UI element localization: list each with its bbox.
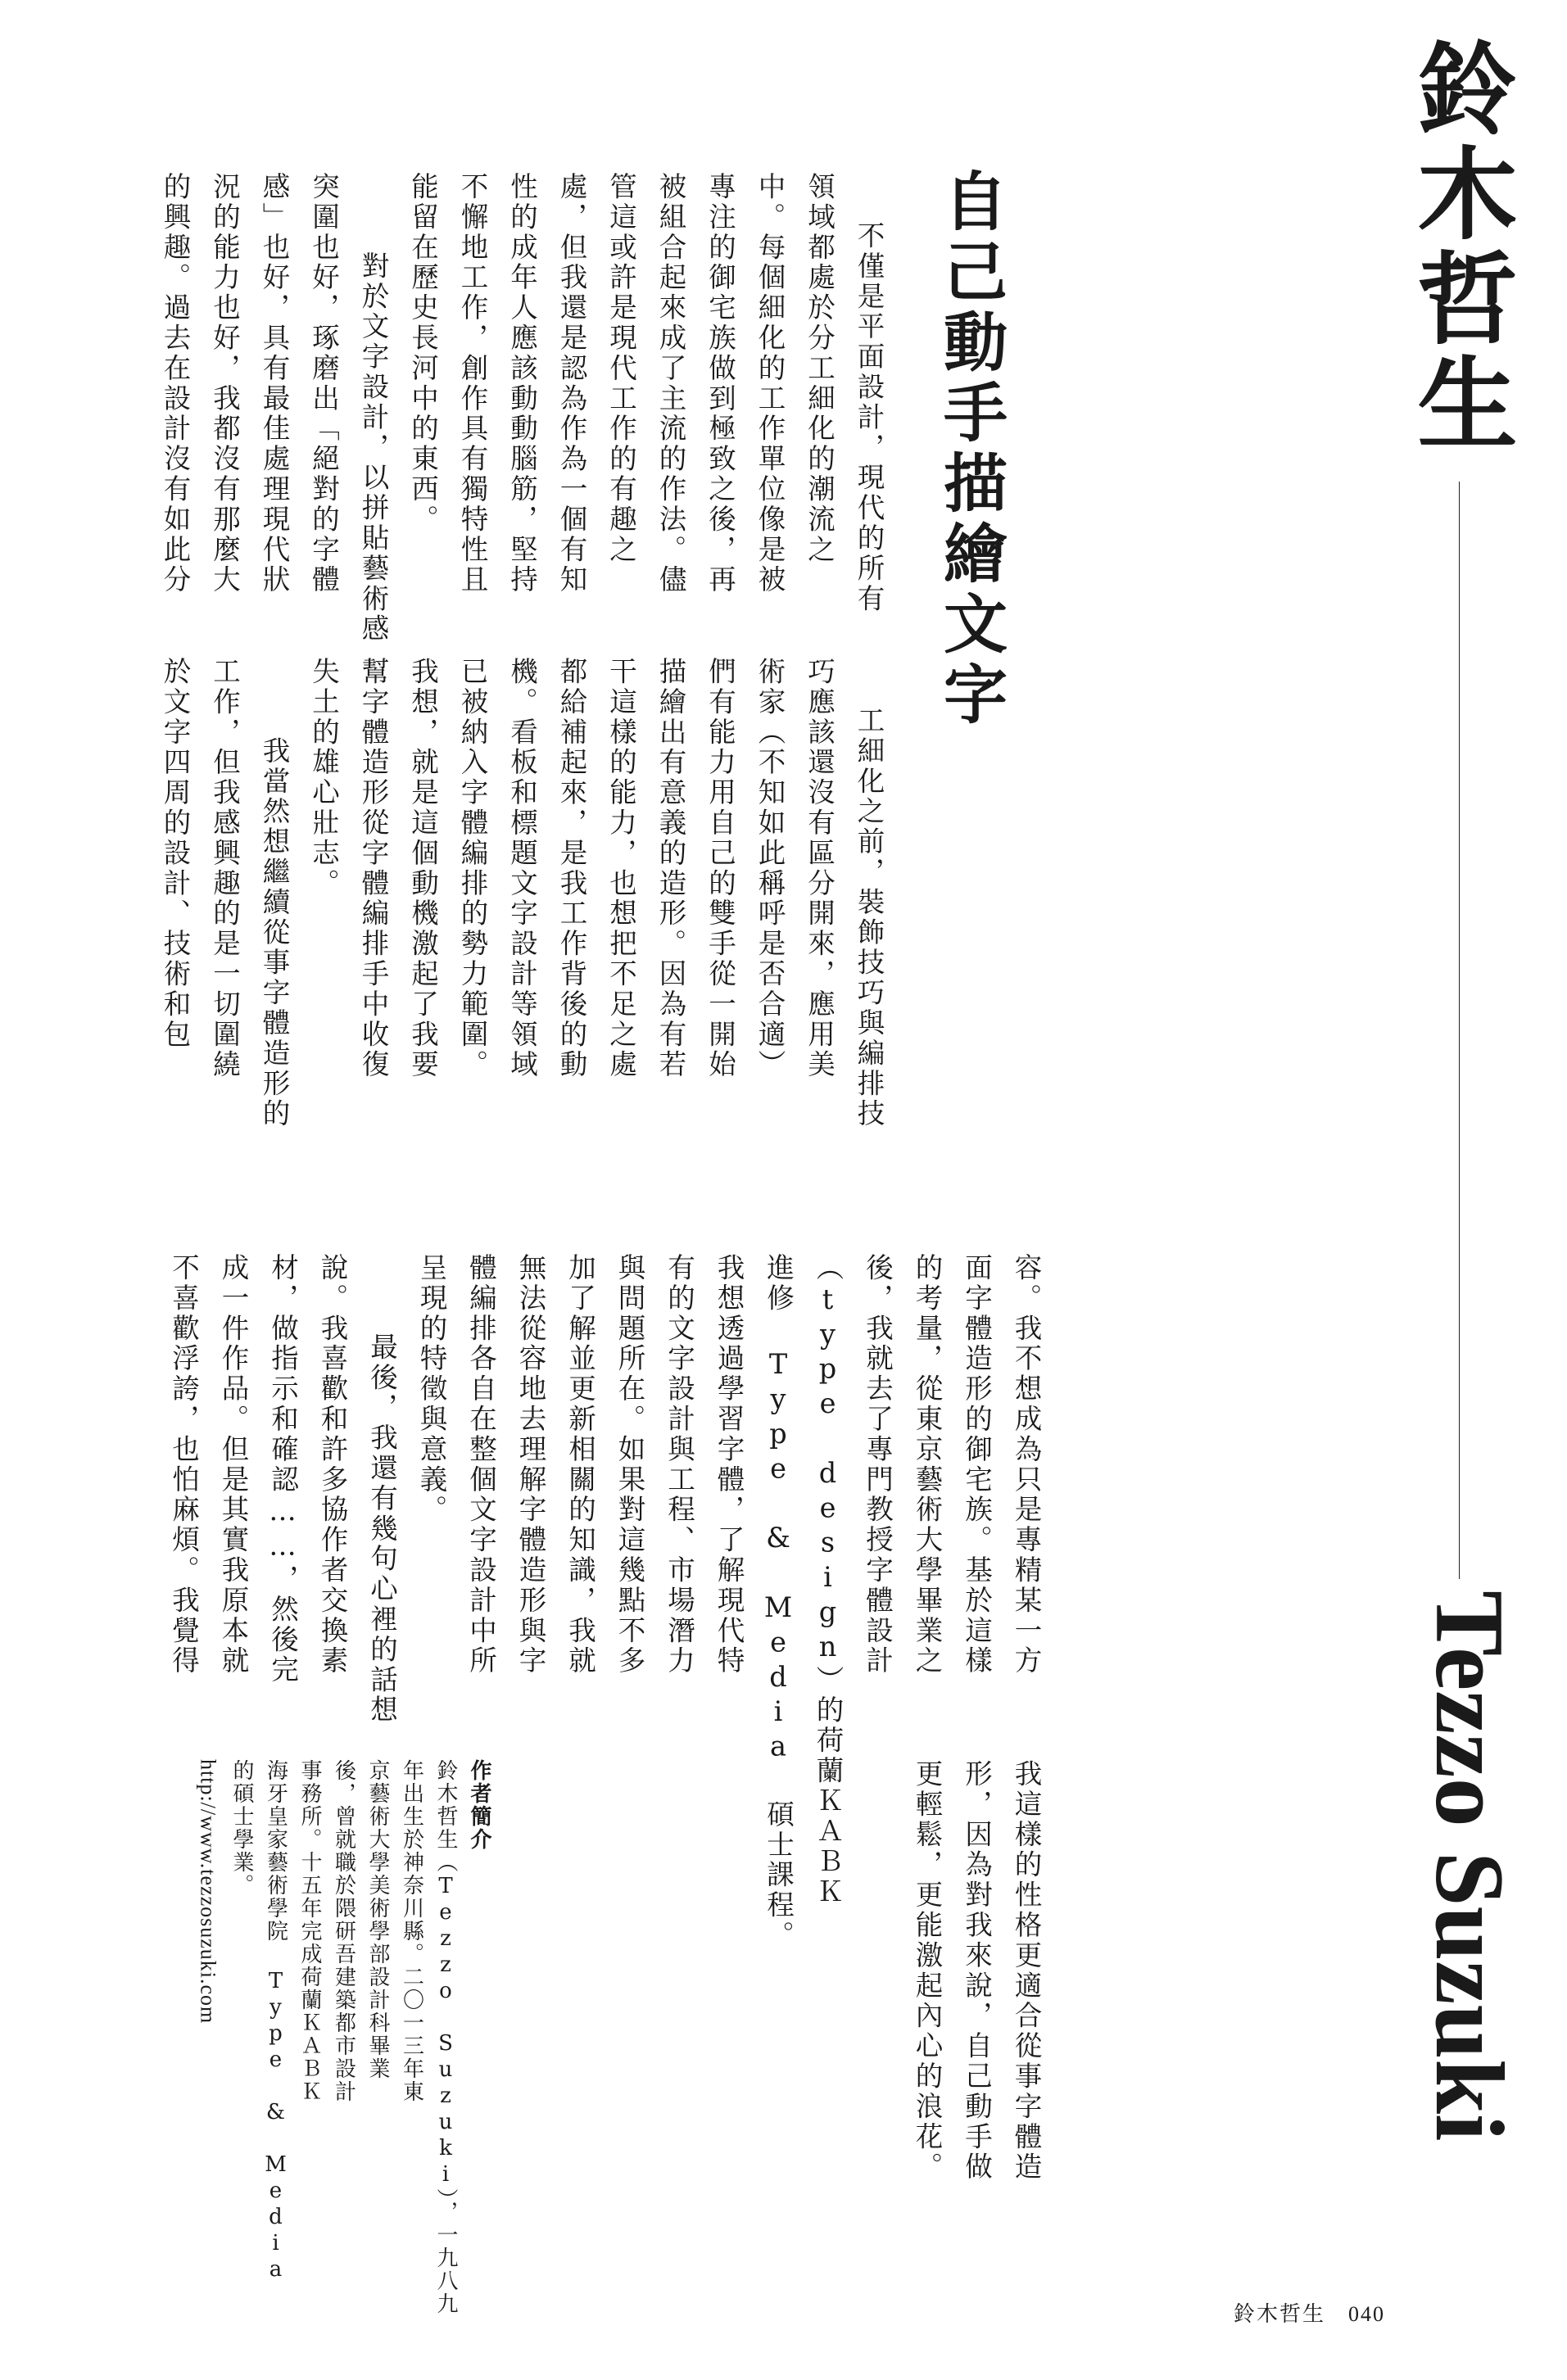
body-line: 面字體造形的御宅族。基於這樣 — [960, 1253, 993, 1676]
body-line: 都給補起來，是我工作背後的動 — [555, 657, 587, 1080]
body-line: 的考量，從東京藝術大學畢業之 — [911, 1253, 943, 1676]
body-line: 被組合起來成了主流的作法。儘 — [654, 172, 686, 595]
body-line: 有的文字設計與工程、市場潛力 — [663, 1253, 695, 1676]
body-line: 不僅是平面設計，現代的所有 — [853, 221, 885, 614]
body-line: 體編排各自在整個文字設計中所 — [464, 1253, 497, 1676]
bio-line: 後，曾就職於隈研吾建築都市設計 — [331, 1759, 356, 2103]
author-website-link[interactable]: http://www.tezzosuzuki.com — [196, 1759, 220, 2025]
body-line: 機。看板和標題文字設計等領域 — [505, 657, 538, 1080]
author-name-chinese: 鈴木哲生 — [1401, 37, 1519, 456]
bio-line: 事務所。十五年完成荷蘭ＫＡＢＫ — [297, 1759, 322, 2103]
article-title: 自己動手描繪文字 — [933, 168, 1008, 731]
body-line: 更輕鬆，更能激起內心的浪花。 — [911, 1759, 943, 2183]
body-line: 描繪出有意義的造形。因為有若 — [654, 657, 686, 1080]
body-line: 失土的雄心壯志。 — [307, 657, 340, 899]
bio-line: 年出生於神奈川縣。二〇一三年東 — [399, 1759, 424, 2103]
body-line: 們有能力用自己的雙手從一開始 — [704, 657, 736, 1080]
body-line: 感」也好，具有最佳處理現代狀 — [258, 172, 290, 595]
body-line: 形，因為對我來說，自己動手做 — [960, 1759, 993, 2183]
body-line: 的興趣。過去在設計沒有如此分 — [159, 172, 191, 595]
body-line: 專注的御宅族做到極致之後，再 — [704, 172, 736, 595]
body-line: 對於文字設計，以拼貼藝術感 — [357, 221, 389, 645]
body-line: 與問題所在。如果對這幾點不多 — [614, 1253, 645, 1676]
body-line: 最後，我還有幾句心裡的話想 — [365, 1302, 398, 1726]
body-line: 我當然想繼續從事字體造形的 — [258, 706, 290, 1129]
body-line: 我這樣的性格更適合從事字體造 — [1010, 1759, 1042, 2183]
author-name-english: Tezzo Suzuki — [1415, 1590, 1524, 2142]
body-line: 處，但我還是認為作為一個有知 — [555, 172, 587, 595]
body-line: 中。每個細化的工作單位像是被 — [754, 172, 786, 595]
body-line: 幫字體造形從字體編排手中收復 — [357, 657, 389, 1080]
page-number: 040 — [1348, 2302, 1385, 2326]
body-line: 無法從容地去理解字體造形與字 — [514, 1253, 546, 1676]
body-line: 領域都處於分工細化的潮流之 — [803, 172, 836, 565]
body-line: 加了解並更新相關的知識，我就 — [564, 1253, 596, 1676]
bio-line: 鈴木哲生（Tezzo Suzuki），一九八九 — [433, 1759, 458, 2315]
body-line: 況的能力也好，我都沒有那麼大 — [208, 172, 241, 595]
body-line: 不懈地工作，創作具有獨特性且 — [456, 172, 488, 595]
body-line: 容。我不想成為只是專精某一方 — [1010, 1253, 1042, 1676]
body-line: 說。我喜歡和許多協作者交換素 — [316, 1253, 348, 1676]
bio-line: 京藝術大學美術學部設計科畢業 — [365, 1759, 390, 2080]
body-line: 能留在歷史長河中的東西。 — [406, 172, 439, 535]
body-line: 我想透過學習字體，了解現代特 — [713, 1253, 745, 1676]
body-line: 管這或許是現代工作的有趣之 — [605, 172, 637, 565]
body-line: 術家（不知如此稱呼是否合適） — [754, 657, 786, 1080]
body-line: （type design）的荷蘭ＫＡＢＫ — [812, 1253, 844, 1907]
body-line: 呈現的特徵與意義。 — [415, 1253, 447, 1526]
bio-line: 的碩士學業。 — [229, 1759, 254, 1897]
body-line: 成一件作品。但是其實我原本就 — [217, 1253, 249, 1676]
body-line: 於文字四周的設計、技術和包 — [159, 657, 191, 1050]
page-footer — [1234, 2297, 1385, 2328]
footer-author: 鈴木哲生 — [1233, 2302, 1325, 2327]
body-line: 後，我就去了專門教授字體設計 — [861, 1253, 894, 1676]
body-line: 工細化之前，裝飾技巧與編排技 — [853, 706, 885, 1129]
vertical-divider-line — [1459, 482, 1460, 1579]
bio-heading: 作者簡介 — [467, 1759, 491, 1851]
body-line: 材，做指示和確認……，然後完 — [266, 1253, 299, 1685]
body-line: 突圍也好，琢磨出「絕對的字體 — [307, 172, 340, 595]
body-line: 性的成年人應該動動腦筋，堅持 — [505, 172, 538, 595]
body-line: 巧應該還沒有區分開來，應用美 — [803, 657, 836, 1080]
body-line: 已被納入字體編排的勢力範圍。 — [456, 657, 488, 1080]
body-line: 干這樣的能力，也想把不足之處 — [605, 657, 637, 1080]
body-line: 我想，就是這個動機激起了我要 — [406, 657, 439, 1080]
body-line: 工作，但我感興趣的是一切圍繞 — [208, 657, 241, 1080]
body-line: 不喜歡浮誇，也怕麻煩。我覺得 — [167, 1253, 200, 1676]
body-line: 進修 Type & Media 碩士課程。 — [762, 1253, 795, 1951]
bio-line: 海牙皇家藝術學院 Type & Media — [263, 1759, 288, 2283]
